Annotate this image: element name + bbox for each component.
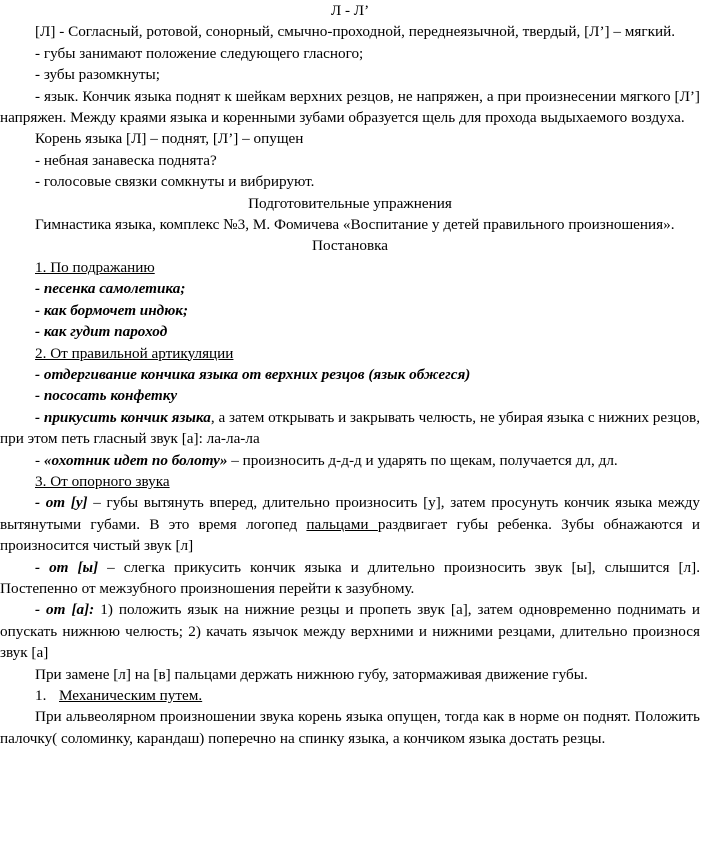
articulation-method-item: - пососать конфетку <box>35 387 178 405</box>
articulation-method-item: - отдергивание кончика языка от верхних резцов (язык обжегся) <box>35 365 471 383</box>
replace-paragraph: При замене [л] на [в] пальцами держать нижнюю губу, затормаживая движение губы. <box>35 665 588 683</box>
item-bold-lead: - от [ы] <box>35 558 99 576</box>
imitation-item: - как бормочет индюк; <box>35 301 189 319</box>
imitation-heading-text: 1. По подражанию <box>35 258 155 276</box>
articulation-teeth: - зубы разомкнуты; <box>35 66 160 84</box>
prep-text: Гимнастика языка, комплекс №3, М. Фомичева «Воспитание у детей правильного произношения». <box>35 216 675 234</box>
reference-method-heading <box>0 471 700 492</box>
item-prefix: - <box>35 451 44 469</box>
mechanical-paragraph: При альвеолярном произношении звука корень языка опущен, тогда как в норме он поднят. Положить палочку( соломинку, карандаш) поперечно на спинку языка, а кончиком языка достать резцы. <box>0 708 700 747</box>
imitation-item: - как гудит пароход <box>35 323 168 341</box>
item-text: – слегка прикусить кончик языка и длительно произносить звук [ы], слышится [л]. Постепенно от межзубного произношения перейти к зазубному. <box>0 558 700 597</box>
reference-y-paragraph <box>0 557 700 600</box>
item-text: – губы вытянуть вперед, длительно произносить [у], затем просунуть кончик языка между вытянутыми губами. В это время логопед <box>0 494 700 533</box>
articulation-tongue: - язык. Кончик языка поднят к шейкам верхних резцов, не напряжен, а при произнесении мягкого [Л’] напряжен. Между краями языка и коренными зубами образуется щель для прохода выдыхаемого воздуха. <box>0 87 700 127</box>
articulation-lips: - губы занимают положение следующего гласного; <box>35 44 364 62</box>
reference-a-paragraph <box>0 599 700 663</box>
underlined-word: пальцами <box>306 515 378 533</box>
reference-method-heading-text: 3. От опорного звука <box>35 472 170 490</box>
mechanical-heading-text: Механическим путем. <box>59 687 203 704</box>
item-text: – произносить д-д-д и ударять по щекам, получается дл, дл. <box>227 451 618 469</box>
item-text: 1) положить язык на нижние резцы и пропеть звук [а], затем одновременно поднимать и опускать нижнюю челюсть; 2) качать язычок между верхними и нижними резцами, длительно произнося звук [а] <box>0 601 701 662</box>
item-bold-lead: «охотник идет по болоту» <box>43 451 228 469</box>
mechanical-heading <box>0 685 700 706</box>
setup-heading: Постановка <box>311 237 389 255</box>
articulation-method-heading <box>0 343 700 364</box>
articulation-method-item <box>0 407 700 450</box>
list-number: 1. <box>35 687 47 704</box>
articulation-vocal-cords: - голосовые связки сомкнуты и вибрируют. <box>35 173 315 191</box>
item-bold-lead: - от [а]: <box>35 601 95 619</box>
item-text: , а затем открывать и закрывать челюсть, не убирая языка с нижних резцов, при этом петь гласный звук [а]: ла-ла-ла <box>0 408 701 448</box>
reference-u-paragraph <box>0 492 700 556</box>
item-text: раздвигает губы ребенка. Зубы обнажаются и произносится чистый звук [л] <box>0 515 700 555</box>
sound-characteristic: [Л] - Согласный, ротовой, сонорный, смычно-проходной, переднеязычной, твердый, [Л’] – мягкий. <box>35 23 676 41</box>
page-title: Л - Л’ <box>330 2 370 19</box>
imitation-heading <box>0 257 700 278</box>
articulation-method-item <box>0 450 700 471</box>
imitation-item: - песенка самолетика; <box>35 280 186 298</box>
item-bold-lead: - от [у] <box>35 494 88 512</box>
prep-heading: Подготовительные упражнения <box>248 194 452 212</box>
mechanical-list <box>0 685 700 706</box>
item-bold-lead: - прикусить кончик языка <box>35 408 211 426</box>
articulation-palate: - небная занавеска поднята? <box>35 151 217 169</box>
articulation-method-heading-text: 2. От правильной артикуляции <box>35 344 234 362</box>
articulation-root: Корень языка [Л] – поднят, [Л’] – опущен <box>35 130 304 148</box>
